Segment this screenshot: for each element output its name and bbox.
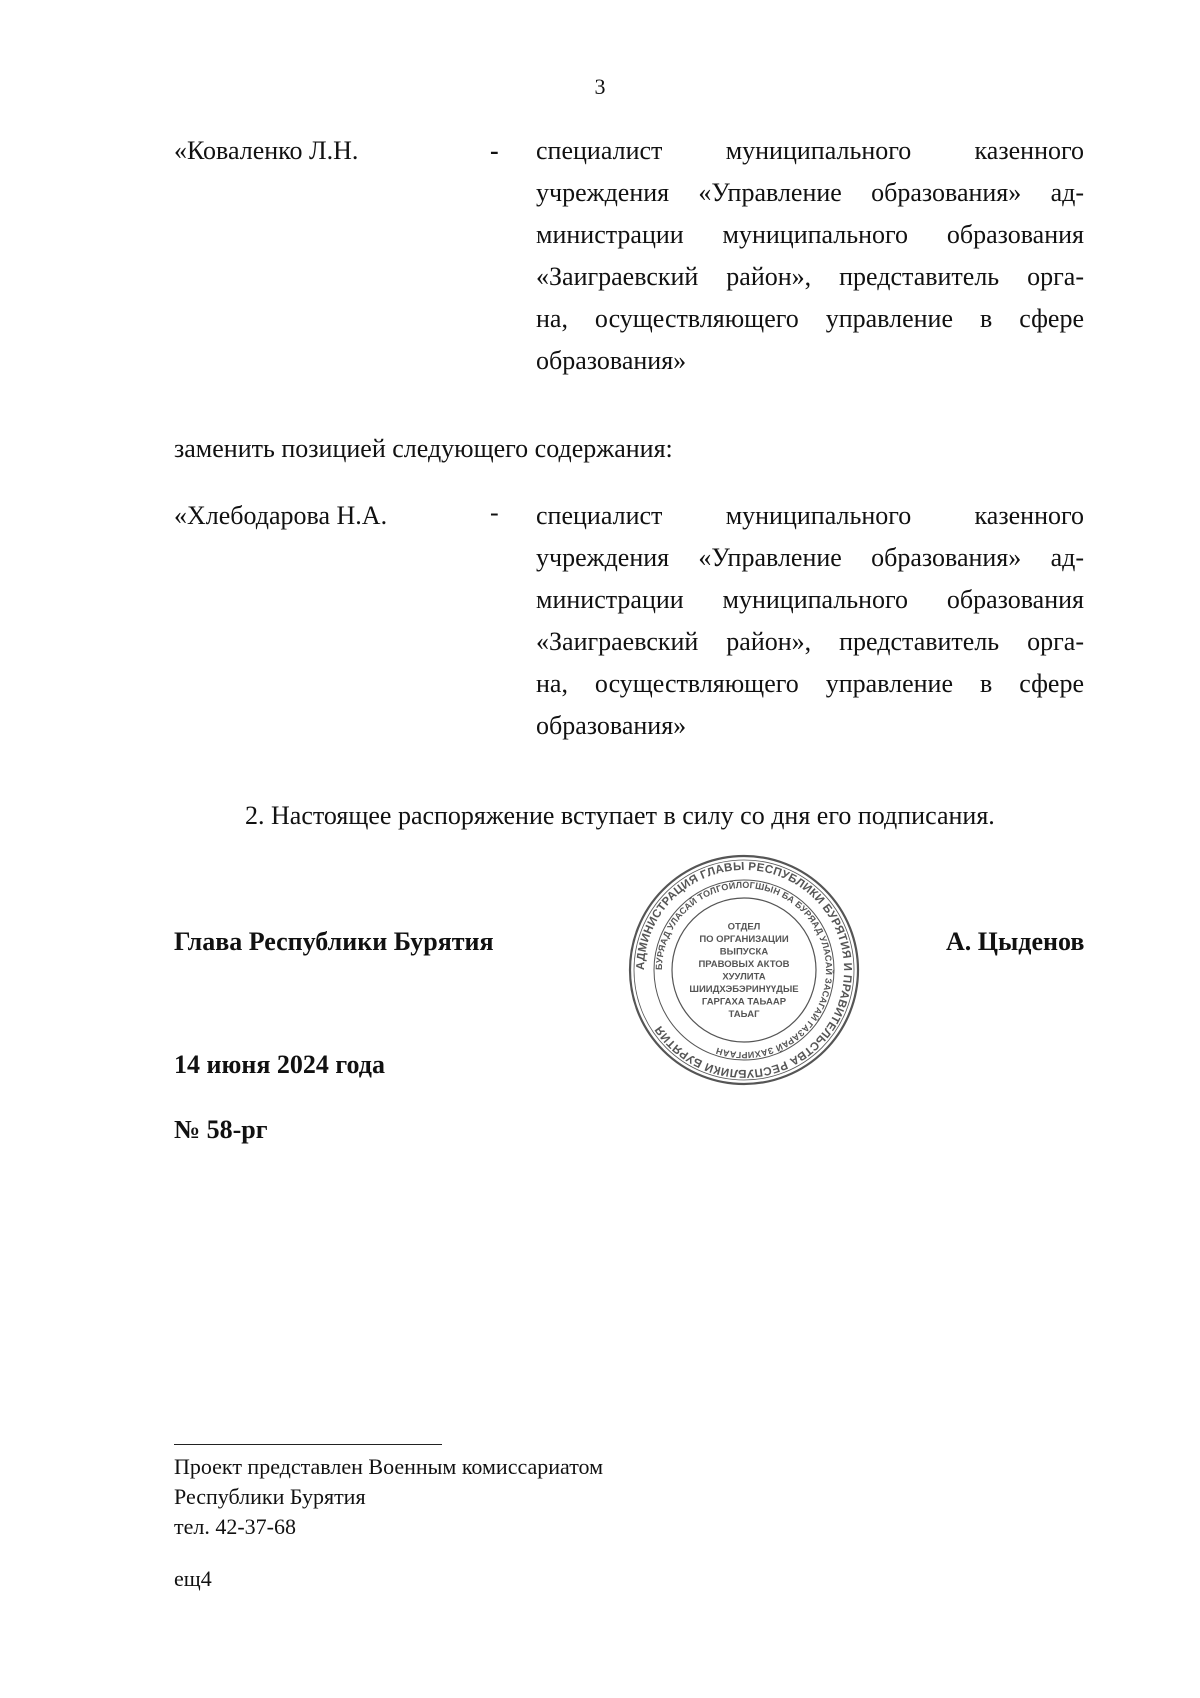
role-line: на, осуществляющего управление в сфере: [536, 669, 1084, 698]
clause-2: 2. Настоящее распоряжение вступает в силу со дня его подписания.: [245, 801, 995, 830]
seal-center-line: ХУУЛИТА: [722, 971, 766, 983]
footnote: [174, 1452, 603, 1542]
role-line: специалист муниципального казенного: [536, 501, 1084, 530]
official-seal: [626, 852, 862, 1088]
role-line: «Заиграевский район», представитель орга-: [536, 262, 1084, 291]
role-line: учреждения «Управление образования» ад-: [536, 543, 1084, 572]
new-entry-role: [536, 495, 1084, 747]
old-entry-role: [536, 130, 1084, 382]
role-line: образования»: [536, 346, 687, 375]
signatory-position: Глава Республики Бурятия: [174, 927, 494, 956]
old-entry-dash: -: [490, 136, 499, 165]
role-line: «Заиграевский район», представитель орга-: [536, 627, 1084, 656]
role-line: специалист муниципального казенного: [536, 136, 1084, 165]
old-entry-name: «Коваленко Л.Н.: [174, 136, 359, 165]
new-entry-name: «Хлебодарова Н.А.: [174, 501, 388, 530]
seal-center-line: ВЫПУСКА: [719, 946, 769, 958]
document-date: 14 июня 2024 года: [174, 1050, 385, 1079]
seal-center-line: ТАЬАГ: [728, 1008, 760, 1020]
svg-text:АДМИНИСТРАЦИЯ ГЛАВЫ РЕСПУБЛИКИ: [635, 861, 853, 1079]
footnote-line: Проект представлен Военным комиссариатом: [174, 1454, 604, 1479]
role-line: министрации муниципального образования: [536, 220, 1084, 249]
role-line: учреждения «Управление образования» ад-: [536, 178, 1084, 207]
new-entry-dash: -: [490, 498, 499, 527]
role-line: на, осуществляющего управление в сфере: [536, 304, 1084, 333]
footnote-line: Республики Бурятия: [174, 1484, 366, 1509]
replace-instruction: заменить позицией следующего содержания:: [174, 434, 673, 463]
seal-center-line: ГАРГАХА ТАЬААР: [701, 996, 787, 1008]
seal-center-line: ШИИДХЭБЭРИНҮҮДЫЕ: [689, 983, 799, 995]
footnote-line: тел. 42-37-68: [174, 1514, 297, 1539]
seal-inner-text: БУРЯАД УЛАСАЙ ТОЛГОЙЛОГШЫН БА БУРЯАД УЛАСАЙ ЗАСАГАЙ ГАЗАРАЙ ЗАХИРГААН: [653, 879, 835, 1061]
seal-outer-text: АДМИНИСТРАЦИЯ ГЛАВЫ РЕСПУБЛИКИ БУРЯТИЯ И ПРАВИТЕЛЬСТВА РЕСПУБЛИКИ БУРЯТИЯ: [634, 860, 854, 1080]
seal-center-line: ПО ОРГАНИЗАЦИИ: [699, 933, 789, 945]
seal-center-line: ОТДЕЛ: [727, 921, 761, 933]
role-line: министрации муниципального образования: [536, 585, 1084, 614]
footnote-divider: [174, 1444, 442, 1445]
seal-center-line: ПРАВОВЫХ АКТОВ: [698, 958, 790, 970]
signatory-name: А. Цыденов: [946, 927, 1085, 956]
document-code: ещ4: [174, 1566, 212, 1591]
document-number: № 58-рг: [174, 1115, 268, 1144]
page-number: 3: [594, 74, 606, 99]
role-line: образования»: [536, 711, 687, 740]
